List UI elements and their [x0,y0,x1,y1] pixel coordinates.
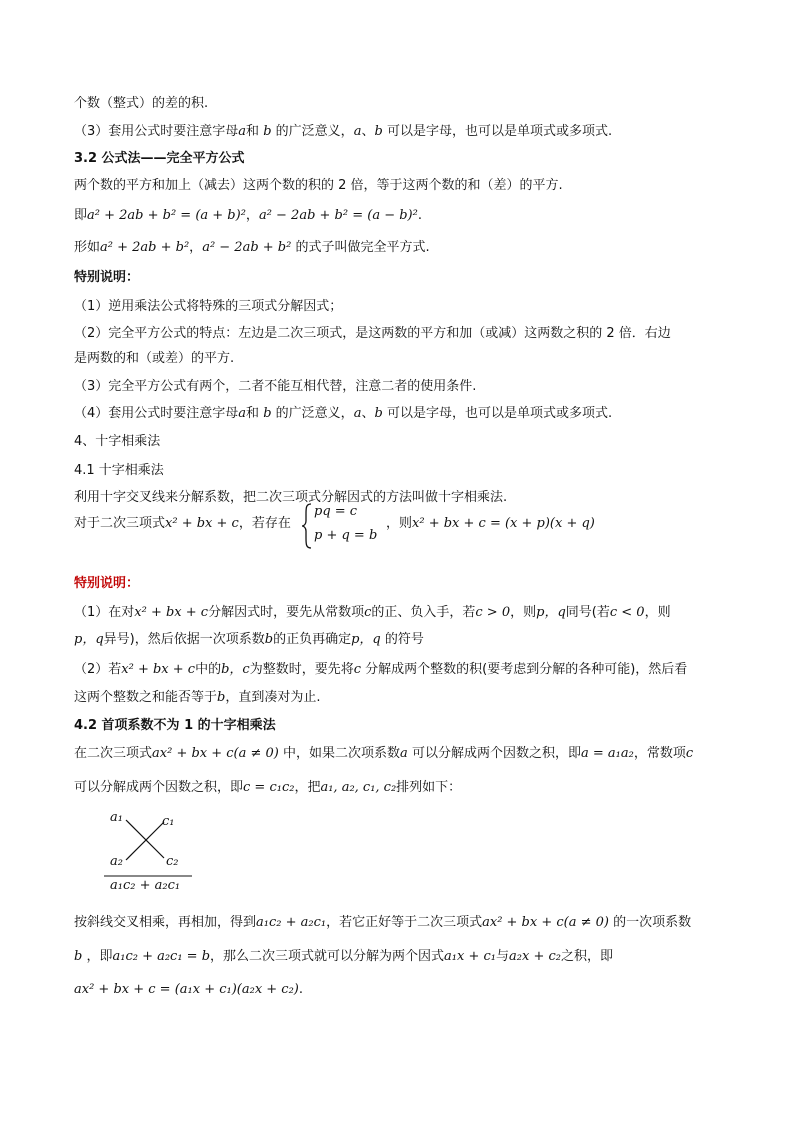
math-symbol: b [263,406,272,421]
paragraph-text: ，若存在 [238,516,291,531]
math-symbol: a [238,124,247,139]
paragraph-text: ，那么二次三项式就可以分解为两个因式 [210,949,445,964]
paragraph-text: 、 [361,124,375,139]
text-line [74,744,693,764]
heading-text: 特别说明： [74,576,140,591]
paragraph-text: 分解成两个整数的积(要考虑到分解的各种可能)，然后看 [365,662,688,677]
math-formula: c < 0 [609,605,645,620]
math-formula: ax² + bx + c(a ≠ 0) [152,746,279,761]
paragraph-text: 的式子叫做完全平方式. [295,240,430,255]
math-formula: a₂x + c₂ [509,949,561,964]
heading-text: 4.2 首项系数不为 1 的十字相乘法 [74,718,276,733]
paragraph-text: （3）完全平方公式有两个，二者不能互相代替，注意二者的使用条件. [74,379,477,394]
paragraph-text: . [298,982,304,997]
paragraph-text: 的一次项系数 [613,915,692,930]
heading-text: 3.2 公式法——完全平方公式 [74,151,245,166]
system-equation: p + q = b [314,528,378,543]
paragraph-text: 两个数的平方和加上（减去）这两个数的积的 2 倍，等于这两个数的和（差）的平方. [74,178,563,193]
paragraph-text: 分解因式时，要先从常数项 [208,605,365,620]
text-line [74,630,424,650]
math-formula: a₁c₂ + a₂c₁ = b [112,949,211,964]
math-formula: x² + bx + c [121,662,196,677]
formula-line [74,980,303,1000]
math-symbol: a [238,406,247,421]
paragraph-text: （2）若 [74,662,122,677]
paragraph-text: 同号(若 [565,605,610,620]
math-formula: x² + bx + c = (x + p)(x + q) [412,516,595,531]
section-heading [74,432,160,452]
formula-line [74,206,422,226]
paragraph-text: 中，如果二次项系数 [283,746,401,761]
heading-text: 4.1 十字相乘法 [74,463,164,478]
paragraph-text: （1）在对 [74,605,135,620]
math-symbol: b [263,124,272,139]
paragraph-text: . [417,208,422,223]
math-symbol: p，q [74,632,104,647]
section-heading [74,149,245,169]
math-symbol: c [353,662,361,677]
math-formula: a² + 2ab + b² [100,240,190,255]
math-symbol: c [364,605,372,620]
math-formula: c > 0 [475,605,511,620]
text-line [74,377,476,397]
text-line [74,404,612,424]
math-formula: a² − 2ab + b² [202,240,292,255]
math-symbol: b [374,124,383,139]
paragraph-text: 异号)，然后依据一次项系数 [103,632,265,647]
math-symbol: p，q [351,632,381,647]
math-formula: a₁x + c₁ [444,949,496,964]
paragraph-text: 按斜线交叉相乘，再相加，得到 [74,915,257,930]
cross-label: a₁ [110,810,123,825]
paragraph-text: （2）完全平方公式的特点：左边是二次三项式，是这两数的平方和加（或减）这两数之积的 2 倍．右边 [74,326,671,341]
heading-text: 特别说明： [74,270,140,285]
cross-label: c₁ [162,814,175,829]
paragraph-text: 排列如下： [396,780,462,795]
section-heading [74,461,164,481]
paragraph-text: ，则 [386,516,413,531]
paragraph-text: 中的 [195,662,222,677]
text-line [74,947,613,967]
paragraph-text: ，直到凑对为止. [225,690,321,705]
math-formula: c = c₁c₂ [243,780,295,795]
special-note-heading [74,574,139,594]
system-equation: pq = c [314,504,358,519]
math-symbol: p，q [536,605,566,620]
text-line [74,488,507,508]
special-note-heading [74,268,139,288]
math-symbol: b [217,690,226,705]
math-symbol: b，c [221,662,250,677]
math-symbol: a [400,746,408,761]
paragraph-text: 这两个整数之和能否等于 [74,690,218,705]
cross-label: c₂ [166,854,179,869]
cross-label: a₂ [110,854,123,869]
paragraph-text: 与 [496,949,510,964]
text-line [74,324,671,344]
paragraph-text: ， [189,240,203,255]
text-line [74,603,671,623]
paragraph-text: ，若它正好等于二次三项式 [326,915,483,930]
math-formula: ax² + bx + c = (a₁x + c₁)(a₂x + c₂) [74,982,299,997]
paragraph-text: 可以分解成两个因数之积，即 [411,746,581,761]
paragraph-text: （3）套用公式时要注意字母 [74,124,239,139]
paragraph-text: 利用十字交叉线来分解系数，把二次三项式分解因式的方法叫做十字相乘法. [74,490,508,505]
math-formula: x² + bx + c [165,516,239,531]
text-line [74,778,461,798]
paragraph-text: （4）套用公式时要注意字母 [74,406,239,421]
text-line [74,122,612,142]
paragraph-text: ，常数项 [633,746,686,761]
math-symbol: a [353,124,362,139]
paragraph-text: 个数（整式）的差的积. [74,96,209,111]
math-formula: a² + 2ab + b² = (a + b)² [87,208,246,223]
paragraph-text: （1）逆用乘法公式将特殊的三项式分解因式； [74,299,343,314]
text-line [74,94,208,114]
heading-text: 4、十字相乘法 [74,434,161,449]
math-formula: a = a₁a₂ [580,746,634,761]
paragraph-text: 和 [246,406,260,421]
paragraph-text: 之积，即 [560,949,613,964]
paragraph-text: 和 [246,124,260,139]
cross-sum: a₁c₂ + a₂c₁ [110,878,181,893]
paragraph-text: ，则 [510,605,537,620]
math-symbol: a [353,406,362,421]
left-brace-icon [300,502,314,550]
math-formula: x² + bx + c [134,605,209,620]
paragraph-text: 形如 [74,240,101,255]
paragraph-text: 在二次三项式 [74,746,153,761]
text-line [74,297,342,317]
math-formula: a₁, a₂, c₁, c₂ [320,780,397,795]
paragraph-text: 对于二次三项式 [74,516,166,531]
formula-line [74,238,430,258]
math-formula: a₁c₂ + a₂c₁ [256,915,327,930]
text-line [74,176,563,196]
paragraph-text: 、 [361,406,375,421]
paragraph-text: 的正、负入手，若 [371,605,476,620]
paragraph-text: 是两数的和（或差）的平方. [74,351,235,366]
equation-system [300,502,380,550]
paragraph-text: ， [245,208,259,223]
paragraph-text: 为整数时，要先将 [249,662,354,677]
paragraph-text: 的广泛意义， [275,124,354,139]
paragraph-text: 的符号 [384,632,424,647]
math-symbol: b [374,406,383,421]
text-line [74,913,691,933]
section-heading [74,716,276,736]
text-line [74,688,320,708]
math-formula: ax² + bx + c(a ≠ 0) [482,915,609,930]
condition-result [386,514,595,534]
condition-formula [74,504,595,543]
paragraph-text: 即 [74,208,88,223]
cross-multiplication-diagram [104,808,196,900]
text-line [74,349,234,369]
paragraph-text: 的正负再确定 [273,632,352,647]
math-symbol: b [74,949,83,964]
paragraph-text: 可以分解成两个因数之积，即 [74,780,244,795]
paragraph-text: 的广泛意义， [275,406,354,421]
paragraph-text: ，把 [294,780,321,795]
math-symbol: b [264,632,274,647]
paragraph-text: ，即 [86,949,113,964]
paragraph-text: ，则 [644,605,671,620]
paragraph-text: 可以是字母，也可以是单项式或多项式. [386,406,613,421]
math-symbol: c [685,746,694,761]
math-formula: a² − 2ab + b² = (a − b)² [258,208,418,223]
paragraph-text: 可以是字母，也可以是单项式或多项式. [386,124,613,139]
text-line [74,660,687,680]
